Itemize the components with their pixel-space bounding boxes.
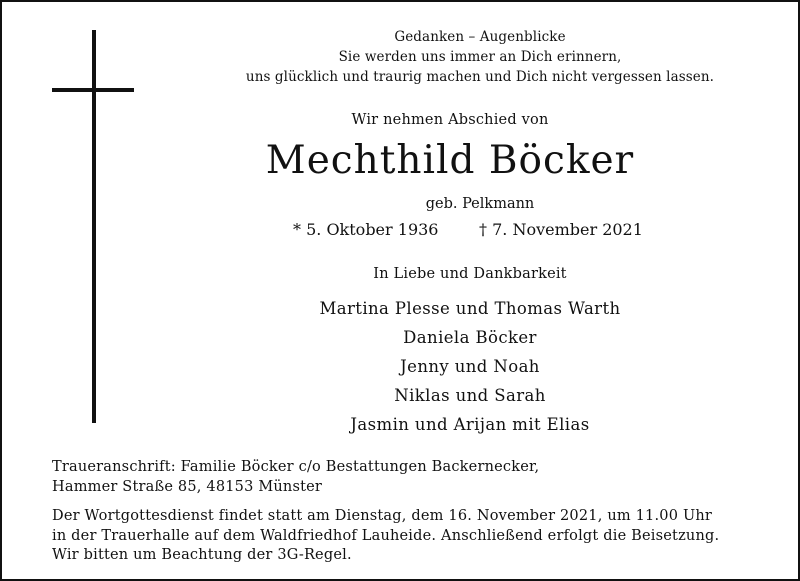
mourner-entry: Niklas und Sarah <box>394 386 546 405</box>
mourners-list <box>270 294 670 439</box>
poem-line: Gedanken – Augenblicke <box>394 29 566 45</box>
poem <box>230 27 730 87</box>
mourner-entry: Martina Plesse und Thomas Warth <box>319 299 621 318</box>
notice-footer <box>52 458 762 566</box>
mourner-entry: Daniela Böcker <box>403 328 537 347</box>
mourner-entry: Jasmin und Arijan mit Elias <box>350 415 590 434</box>
deceased-name: Mechthild Böcker <box>265 138 635 183</box>
mourning-address <box>52 458 762 497</box>
poem-line: uns glücklich und traurig machen und Dich nicht vergessen lassen. <box>245 69 715 85</box>
service-line: Wir bitten um Beachtung der 3G-Regel. <box>52 547 352 563</box>
death-date: † 7. November 2021 <box>479 220 643 239</box>
love-gratitude-line: In Liebe und Dankbarkeit <box>373 266 567 282</box>
service-line: in der Trauerhalle auf dem Waldfriedhof Lauheide. Anschließend erfolgt die Beisetzung. <box>52 527 720 544</box>
address-line: Hammer Straße 85, 48153 Münster <box>52 478 323 495</box>
poem-line: Sie werden uns immer an Dich erinnern, <box>338 49 622 65</box>
mourner-entry: Jenny und Noah <box>400 357 540 376</box>
maiden-name: geb. Pelkmann <box>425 196 535 212</box>
farewell-intro: Wir nehmen Abschied von <box>351 112 549 128</box>
address-line: Traueranschrift: Familie Böcker c/o Bestattungen Backernecker, <box>52 459 540 475</box>
birth-date: * 5. Oktober 1936 <box>293 220 439 239</box>
cross-horizontal-bar <box>52 88 134 92</box>
service-info <box>52 507 762 566</box>
service-line: Der Wortgottesdienst findet statt am Dienstag, dem 16. November 2021, um 11.00 Uhr <box>52 508 713 524</box>
